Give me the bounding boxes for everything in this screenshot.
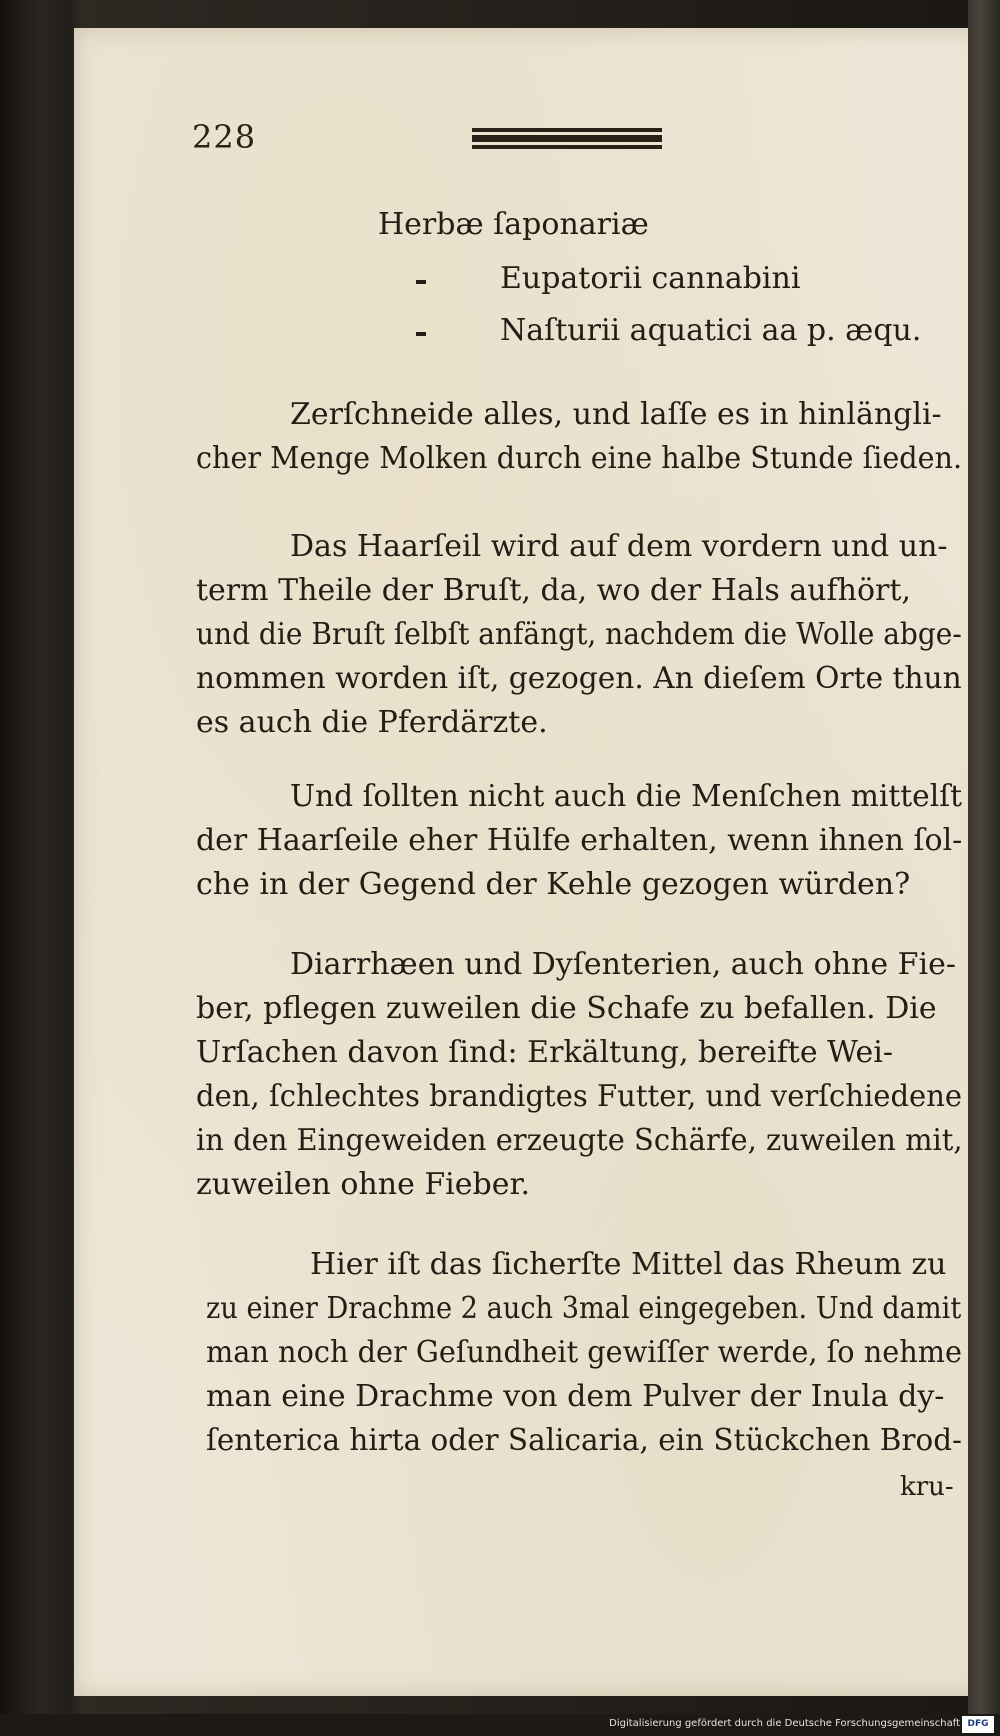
text-line: nommen worden iſt, gezogen. An dieſem Orte thun [196, 661, 962, 696]
text-line: Das Haarſeil wird auf dem vordern und un- [290, 529, 948, 564]
text-line: den, ſchlechtes brandigtes Futter, und verſchiedene [196, 1079, 963, 1114]
text-line: zu einer Drachme 2 auch 3mal eingegeben. Und damit [206, 1291, 962, 1326]
text-line: und die Bruſt ſelbſt anfängt, nachdem die Wolle abge- [196, 617, 962, 652]
text-line: Zerſchneide alles, und laſſe es in hinlängli- [290, 397, 942, 432]
text-line: ſenterica hirta oder Salicaria, ein Stückchen Brod- [206, 1423, 962, 1458]
ditto-dash [416, 280, 426, 284]
catchword: kru- [900, 1472, 954, 1502]
text-line: in den Eingeweiden erzeugte Schärfe, zuweilen mit, [196, 1123, 963, 1158]
text-line: cher Menge Molken durch eine halbe Stunde ſieden. [196, 441, 963, 476]
text-line: der Haarſeile eher Hülfe erhalten, wenn ihnen ſol- [196, 823, 963, 858]
dfg-logo: DFG [962, 1716, 994, 1733]
text-line: man noch der Geſundheit gewiſſer werde, ſo nehme [206, 1335, 963, 1370]
text-line: ber, pflegen zuweilen die Schafe zu befallen. Die [196, 991, 937, 1026]
text-line: Und ſollten nicht auch die Menſchen mittelſt [290, 779, 963, 814]
text-line: zuweilen ohne Fieber. [196, 1167, 531, 1202]
ditto-dash [416, 332, 426, 336]
text-line: es auch die Pferdärzte. [196, 705, 548, 740]
text-line: Hier iſt das ſicherſte Mittel das Rheum zu [310, 1247, 947, 1282]
text-line: che in der Gegend der Kehle gezogen würden? [196, 867, 911, 902]
header-ornament-rule [472, 128, 662, 150]
book-edge [968, 0, 1000, 1736]
text-line: Diarrhæen und Dyſenterien, auch ohne Fie- [290, 947, 956, 982]
text-line: man eine Drachme von dem Pulver der Inula dy- [206, 1379, 945, 1414]
recipe-line: Herbæ ſaponariæ [378, 207, 649, 242]
funding-credit: Digitalisierung gefördert durch die Deutsche Forschungsgemeinschaft [609, 1718, 960, 1729]
recipe-line: Naſturii aquatici aa p. æqu. [500, 313, 922, 348]
page-number: 228 [192, 118, 257, 156]
text-line: Urſachen davon ſind: Erkältung, bereifte Wei- [196, 1035, 894, 1070]
text-line: term Theile der Bruſt, da, wo der Hals aufhört, [196, 573, 911, 608]
recipe-line: Eupatorii cannabini [500, 261, 801, 296]
